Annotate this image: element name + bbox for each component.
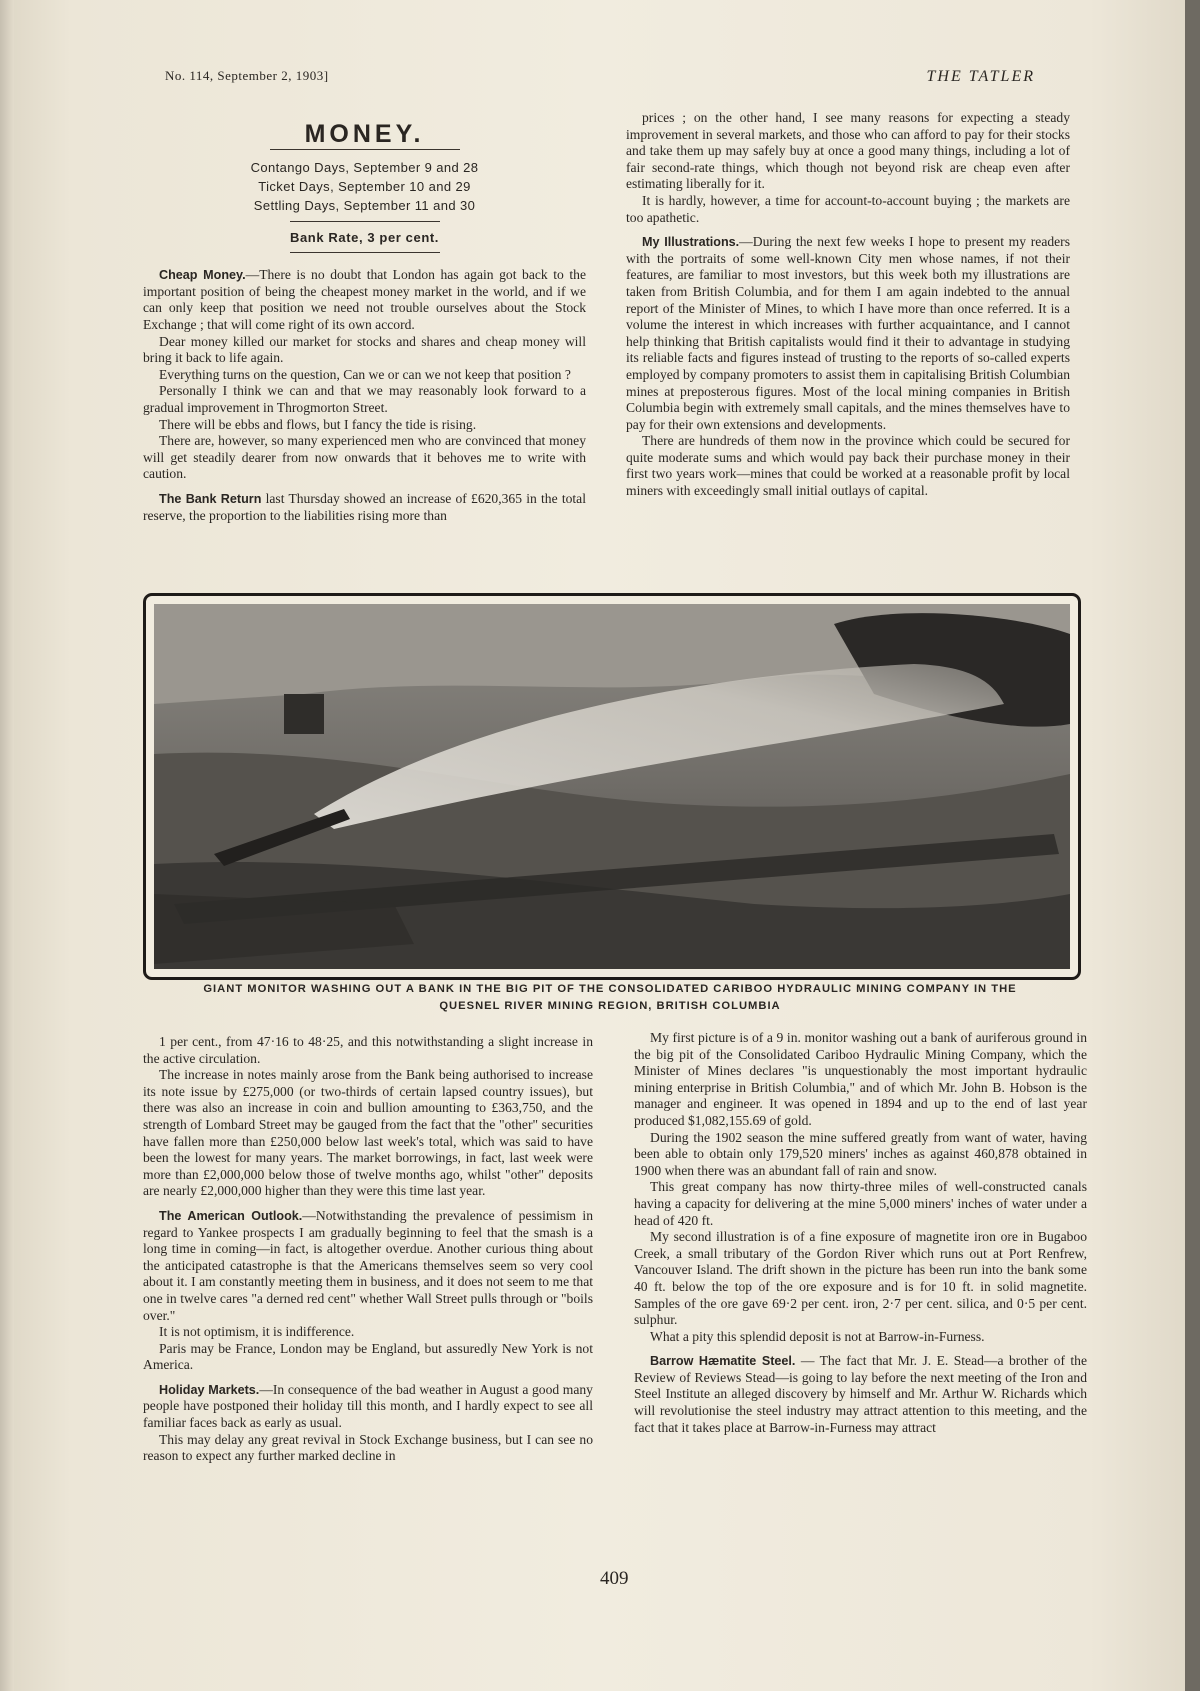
issue-line: No. 114, September 2, 1903]: [165, 68, 329, 83]
date-line: Contango Days, September 9 and 28: [250, 159, 479, 175]
paragraph: [143, 1324, 593, 1341]
paragraph: [634, 1030, 1087, 1130]
paragraph-text: —In consequence of the bad weather in August a good many people have postponed their holiday till this month, and I hardly expect to see all familiar faces back as early as usual.: [143, 1381, 593, 1431]
paragraph-text: There are, however, so many experienced men who are convinced that money will get steadily dearer from now onwards that it behoves me to write with caution.: [143, 433, 586, 482]
paragraph: [634, 1329, 1087, 1346]
paragraph: [143, 1432, 593, 1465]
paragraph-lead: My Illustrations.: [642, 235, 740, 250]
paragraph: [634, 1130, 1087, 1180]
dates-rule: [290, 221, 440, 222]
paragraphs: [143, 1034, 593, 1465]
paragraph-text: During the 1902 season the mine suffered greatly from want of water, having been able to obtain only 179,520 miners' inches as against 460,878 obtained in 1900 when there was an abundant fall of rain and snow.: [634, 1129, 1087, 1178]
caption-line: GIANT MONITOR WASHING OUT A BANK IN THE BIG PIT OF THE CONSOLIDATED CARIBOO HYDRAULIC MINING COMPANY IN THE: [203, 983, 1017, 995]
paragraph-text: There will be ebbs and flows, but I fancy the tide is rising.: [159, 416, 477, 432]
paragraphs: [143, 267, 586, 524]
paragraph: [143, 1341, 593, 1374]
page-binding-edge: [0, 0, 14, 1691]
paragraph: [634, 1229, 1087, 1329]
paragraph-text: This great company has now thirty-three miles of well-constructed canals having a capacity for delivering at the mine 5,000 miners' inches of water under a head of 420 ft.: [634, 1179, 1087, 1228]
paragraph: [634, 1353, 1087, 1436]
paragraph-text: My second illustration is of a fine exposure of magnetite iron ore in Bugaboo Creek, a small tributary of the Gordon River which runs out at Port Renfrew, Vancouver Island. The drift shown in the picture has been run into the bank some 40 ft. below the top of the ore exposure and is for 10 ft. in solid magnetite. Samples of the ore gave 69·2 per cent. iron, 2·7 per cent. silica, and 0·5 per cent. sulphur.: [634, 1229, 1087, 1328]
paragraph-text: —There is no doubt that London has again got back to the important position of being the cheapest money market in the world, and if we can only keep that position we need not trouble ourselves about the Stock Exchange ; that will come right of its own accord.: [143, 267, 586, 332]
paragraph: [143, 1034, 593, 1067]
bank-rate: Bank Rate, 3 per cent.: [289, 229, 440, 245]
paragraph: [626, 110, 1070, 193]
paragraph: [143, 1382, 593, 1432]
paragraph-text: —During the next few weeks I hope to present my readers with the portraits of some well-known City men whose names, if not their features, are familiar to most investors, but this week both my illustrations are taken from British Columbia, and for them I am again indebted to the annual report of the Minister of Mines, to which I have more than once referred. It is a volume the interest in which increases with further acquaintance, and I cannot help thinking that British capitalists would find it their to advantage in studying its reliable facts and figures instead of trusting to the reports of so-called experts employed by company promoters to assist them in capitalising British Columbian mines at preposterous figures. Most of the local mining companies in British Columbia begin with extremely small capitals, and the mines themselves have to pay for their own extensions and developments.: [626, 234, 1071, 432]
paragraph: [143, 383, 586, 416]
title-rule: [270, 149, 460, 150]
paragraph: [143, 367, 586, 384]
paragraph-text: The increase in notes mainly arose from the Bank being authorised to increase its note issue by £275,000 (or two-thirds of certain lapsed country issues), but there was also an increase in coin and bullion amounting to £363,750, and the strength of Lombard Street may be gauged from the fact that the "other" securities have fallen more than £250,000 below last week's total, which was said to have been the lowest for many years. The market borrowings, in fact, last week were more than £2,000,000 below those of twelve months ago, whilst "other" deposits are nearly £2,000,000 higher than they were this time last year.: [143, 1067, 593, 1199]
paragraph-text: prices ; on the other hand, I see many reasons for expecting a steady improvement in several markets, and those who can afford to pay for their stocks and take them up may safely buy at once a good many things, including a lot of fair second-rate things, which though not beyond risk are cheap even after estimating liberally for it.: [626, 110, 1070, 192]
paragraph: [143, 417, 586, 434]
paragraph: [143, 334, 586, 367]
paragraph: [626, 433, 1070, 499]
article-heading: [143, 120, 586, 253]
paragraph-text: Everything turns on the question, Can we or can we not keep that position ?: [159, 366, 571, 382]
paragraph-text: This may delay any great revival in Stock Exchange business, but I can see no reason to expect any further marked decline in: [143, 1431, 593, 1464]
paragraph: [143, 433, 586, 483]
photo-caption: [150, 981, 1070, 1015]
column-left-bottom: [143, 1034, 593, 1465]
paragraphs: [626, 110, 1070, 500]
paragraph-text: —Notwithstanding the prevalence of pessimism in regard to Yankee prospects I am gradually beginning to feel that the smash is a long time in coming—in fact, is altogether overdue. Another curious thing about the anticipated catastrophe is that the Americans themselves seem so very cool about it. I am constantly meeting them in business, and it does not seem to me that one in twelve cares "a derned red cent" whether Wall Street pulls through or "boils over.": [143, 1207, 593, 1323]
hydraulic-mining-photo: [154, 604, 1070, 969]
paragraph-text: My first picture is of a 9 in. monitor washing out a bank of auriferous ground in the big pit of the Consolidated Cariboo Hydraulic Mining Company, which the Minister of Mines declares "is unquestionably the most important hydraulic mining enterprise in British Columbia," and of which Mr. John B. Hobson is the manager and engineer. It was opened in 1894 and up to the end of last year produced $1,082,155.69 of gold.: [634, 1030, 1087, 1128]
column-right-top: [626, 110, 1070, 500]
paragraph-text: Personally I think we can and that we may reasonably look forward to a gradual improvement in Throgmorton Street.: [143, 383, 586, 415]
paragraph-text: It is hardly, however, a time for account-to-account buying ; the markets are too apathetic.: [626, 192, 1070, 225]
paragraph-text: Dear money killed our market for stocks and shares and cheap money will bring it back to life again.: [143, 333, 586, 366]
date-line: Ticket Days, September 10 and 29: [258, 178, 471, 194]
paragraph: [143, 1067, 593, 1200]
column-left-top: [143, 118, 586, 524]
magazine-name: THE TATLER: [926, 68, 1035, 85]
paragraph: [143, 491, 586, 524]
paragraph-lead: The American Outlook.: [159, 1208, 303, 1223]
paragraph-lead: Cheap Money.: [159, 268, 246, 283]
paragraph-text: What a pity this splendid deposit is not at Barrow-in-Furness.: [650, 1328, 985, 1344]
paragraph-lead: Holiday Markets.: [159, 1382, 260, 1397]
paragraph-lead: Barrow Hæmatite Steel.: [650, 1354, 796, 1369]
photo-frame: [143, 593, 1081, 980]
article-title: MONEY.: [304, 120, 425, 148]
paragraph-text: — The fact that Mr. J. E. Stead—a brother of the Review of Reviews Stead—is going to lay before the next meeting of the Iron and Steel Institute an alleged discovery by himself and Mr. Arthur W. Richards which will revolutionise the steel industry may attract attention to this meeting, and the fact that it takes place at Barrow-in-Furness may attract: [634, 1353, 1088, 1435]
paragraphs: [634, 1030, 1087, 1436]
paragraph-text: last Thursday showed an increase of £620,365 in the total reserve, the proportion to the liabilities rising more than: [143, 490, 586, 523]
paragraph: [626, 193, 1070, 226]
scan-edge-shadow: [1185, 0, 1200, 1691]
paragraph-text: 1 per cent., from 47·16 to 48·25, and this notwithstanding a slight increase in the active circulation.: [143, 1034, 593, 1066]
paragraph: [634, 1179, 1087, 1229]
settlement-dates: [143, 158, 586, 215]
paragraph-text: Paris may be France, London may be England, but assuredly New York is not America.: [143, 1340, 593, 1373]
paragraph: [626, 234, 1070, 433]
column-right-bottom: [634, 1030, 1087, 1436]
page-number: 409: [600, 1568, 629, 1589]
paragraph-text: There are hundreds of them now in the province which could be secured for quite moderate sums and which would pay back their purchase money in their first two years work—mines that could be worked at a reasonable profit by local miners with exceedingly small initial outlays of capital.: [626, 433, 1070, 499]
date-line: Settling Days, September 11 and 30: [253, 197, 476, 213]
paragraph: [143, 1208, 593, 1324]
caption-line: QUESNEL RIVER MINING REGION, BRITISH COLUMBIA: [439, 1000, 781, 1012]
paragraph: [143, 267, 586, 333]
paragraph-lead: The Bank Return: [159, 491, 262, 506]
paragraph-text: It is not optimism, it is indifference.: [159, 1324, 355, 1340]
